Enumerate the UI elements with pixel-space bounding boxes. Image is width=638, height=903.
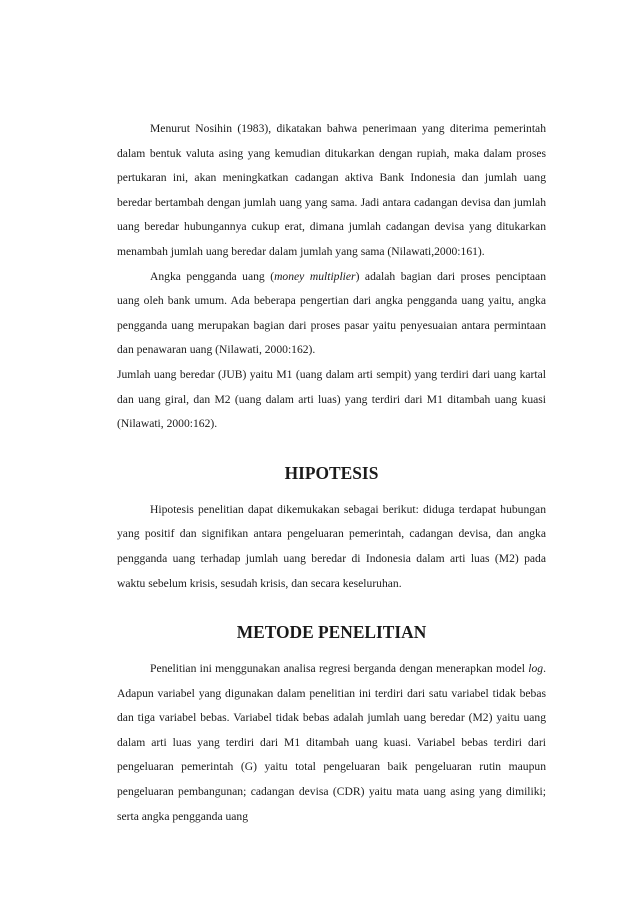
paragraph-text: Penelitian ini menggunakan analisa regresi berganda dengan menerapkan model [150, 662, 529, 676]
paragraph-text: . Adapun variabel yang digunakan dalam penelitian ini terdiri dari satu variabel tidak bebas dan tiga variabel bebas. Variabel tidak bebas adalah jumlah uang beredar (M2) yaitu uang dalam arti luas yang terdiri dari M1 ditambah uang kuasi. Variabel bebas terdiri dari pengeluaran pemerintah (G) yaitu total pengeluaran baik pengeluaran rutin maupun pengeluaran pembangunan; cadangan devisa (CDR) yaitu mata uang asing yang dimiliki; serta angka pengganda uang [117, 662, 546, 823]
paragraph-text: ) adalah bagian dari proses penciptaan uang oleh bank umum. Ada beberapa pengertian dari angka pengganda uang yaitu, angka pengganda uang merupakan bagian dari proses pasar yaitu penyesuaian antara permintaan dan penawaran uang (Nilawati, 2000:162). [117, 269, 546, 357]
paragraph-hipotesis: Hipotesis penelitian dapat dikemukakan sebagai berikut: diduga terdapat hubungan yang positif dan signifikan antara pengeluaran pemerintah, cadangan devisa, dan angka pengganda uang terhadap jumlah uang beredar di Indonesia dalam arti luas (M2) pada waktu sebelum krisis, sesudah krisis, dan secara keseluruhan. [117, 502, 546, 590]
paragraph-metode [117, 657, 546, 829]
paragraph-nosihin: Menurut Nosihin (1983), dikatakan bahwa penerimaan yang diterima pemerintah dalam bentuk valuta asing yang kemudian ditukarkan dengan rupiah, maka dalam proses pertukaran ini, akan meningkatkan cadangan aktiva Bank Indonesia dan jumlah uang beredar bertambah dengan jumlah uang yang sama. Jadi antara cadangan devisa dan jumlah uang beredar hubungannya cukup erat, dimana jumlah cadangan devisa yang ditukarkan menambah jumlah uang beredar dalam jumlah yang sama (Nilawati,2000:161). [117, 122, 546, 258]
italic-term: log [528, 662, 544, 676]
paragraph-money-multiplier [117, 265, 546, 363]
paragraph-jub: Jumlah uang beredar (JUB) yaitu M1 (uang dalam arti sempit) yang terdiri dari uang kartal dan uang giral, dan M2 (uang dalam arti luas) yang terdiri dari M1 ditambah uang kuasi (Nilawati, 2000:162). [117, 367, 546, 431]
section-heading-metode: METODE PENELITIAN [236, 622, 427, 643]
document-body [117, 117, 546, 829]
section-heading-hipotesis: HIPOTESIS [284, 462, 379, 483]
italic-term: money multiplier [274, 269, 356, 283]
paragraph-text: Angka pengganda uang ( [150, 269, 275, 283]
